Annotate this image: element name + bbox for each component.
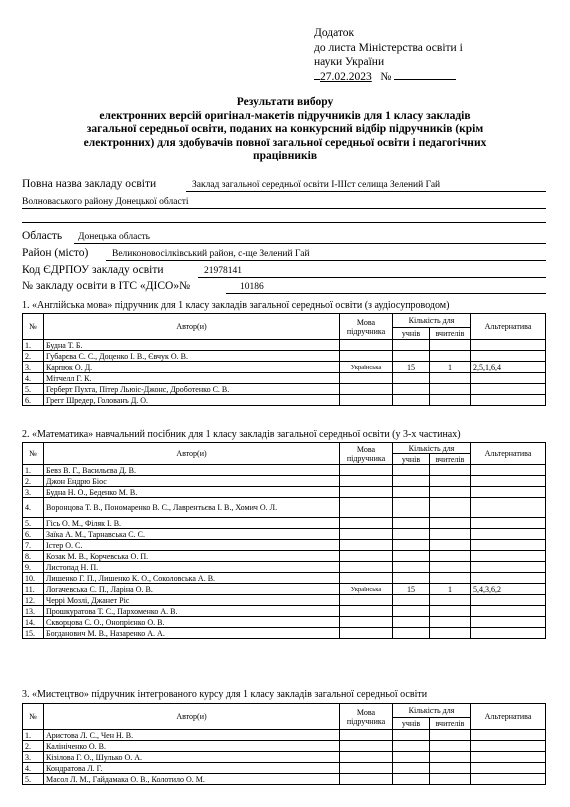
row-teachers-count: 1 [430, 362, 471, 373]
row-language [340, 476, 393, 487]
full-name-value-2: Волноваського району Донецької області [22, 197, 189, 207]
title-line-3: загальної середньої освіти, поданих на конкурсний відбір підручників (крім [86, 123, 484, 135]
row-language [340, 606, 393, 617]
table-row [23, 340, 546, 351]
row-teachers-count [430, 741, 471, 752]
row-alternative [471, 476, 546, 487]
row-author: Калініченко О. В. [44, 741, 340, 752]
row-teachers-count [430, 752, 471, 763]
row-teachers-count [430, 774, 471, 785]
row-alternative [471, 540, 546, 551]
row-teachers-count [430, 617, 471, 628]
row-language [340, 529, 393, 540]
row-alternative [471, 498, 546, 518]
field-underline [226, 293, 546, 294]
row-pupils-count [393, 518, 430, 529]
row-pupils-count [393, 763, 430, 774]
row-language [340, 774, 393, 785]
row-number: 11. [23, 584, 44, 595]
table-row [23, 465, 546, 476]
table-row [23, 617, 546, 628]
row-pupils-count [393, 340, 430, 351]
row-language [340, 351, 393, 362]
row-number: 4. [23, 373, 44, 384]
row-author: Мітчелл Г. К. [44, 373, 340, 384]
row-pupils-count [393, 476, 430, 487]
col-alt: Альтернатива [471, 314, 546, 340]
row-teachers-count [430, 763, 471, 774]
table-row [23, 628, 546, 639]
col-count: Кількість для [393, 704, 471, 718]
table-row [23, 529, 546, 540]
row-language [340, 617, 393, 628]
row-pupils-count [393, 730, 430, 741]
row-alternative [471, 741, 546, 752]
district-label: Район (місто) [22, 247, 89, 259]
row-author: Будна Н. О., Беденко М. В. [44, 487, 340, 498]
row-language: Українська [340, 362, 393, 373]
row-alternative [471, 465, 546, 476]
field-underline [74, 243, 546, 244]
row-alternative [471, 573, 546, 584]
row-language [340, 498, 393, 518]
edrpou-value: 21978141 [204, 266, 242, 276]
row-number: 12. [23, 595, 44, 606]
table-row [23, 741, 546, 752]
row-number: 4. [23, 498, 44, 518]
region-value: Донецька область [78, 232, 151, 242]
row-alternative [471, 518, 546, 529]
row-number: 7. [23, 540, 44, 551]
table-row [23, 763, 546, 774]
section-1-table [22, 313, 546, 406]
row-alternative [471, 351, 546, 362]
row-author: Гісь О. М., Філяк І. В. [44, 518, 340, 529]
row-number: 14. [23, 617, 44, 628]
table-row [23, 351, 546, 362]
section-2-table [22, 442, 546, 639]
row-language [340, 595, 393, 606]
row-language: Українська [340, 584, 393, 595]
row-alternative [471, 730, 546, 741]
row-pupils-count [393, 351, 430, 362]
row-teachers-count [430, 551, 471, 562]
row-teachers-count [430, 498, 471, 518]
row-author: Черрі Мозлі, Джанет Ріс [44, 595, 340, 606]
row-number: 5. [23, 518, 44, 529]
col-author: Автор(и) [44, 443, 340, 465]
row-language [340, 395, 393, 406]
full-name-value-1: Заклад загальної середньої освіти I-IIIст селища Зелений Гай [192, 180, 441, 190]
row-pupils-count [393, 774, 430, 785]
table-row [23, 551, 546, 562]
col-teachers: вчителів [430, 328, 471, 340]
row-author: Кізілова Г. О., Шулько О. А. [44, 752, 340, 763]
title-line-5: працівників [252, 150, 318, 162]
row-alternative [471, 606, 546, 617]
row-number: 3. [23, 362, 44, 373]
row-alternative [471, 395, 546, 406]
row-alternative [471, 617, 546, 628]
header-line-2: до листа Міністерства освіти і [314, 41, 463, 54]
row-author: Губарєва С. С., Доценко І. В., Євчук О. В. [44, 351, 340, 362]
row-number: 6. [23, 395, 44, 406]
header-line-1: Додаток [314, 27, 355, 39]
document-title [20, 96, 550, 164]
col-lang: Мова підручника [340, 314, 393, 340]
row-alternative [471, 774, 546, 785]
row-number: 15. [23, 628, 44, 639]
row-author: Козак М. В., Корчевська О. П. [44, 551, 340, 562]
row-number: 2. [23, 741, 44, 752]
row-pupils-count [393, 562, 430, 573]
table-row [23, 584, 546, 595]
row-author: Прошкуратова Т. С., Пархоменко А. В. [44, 606, 340, 617]
row-language [340, 487, 393, 498]
row-teachers-count [430, 573, 471, 584]
row-author: Логачевська С. П., Ларіна О. В. [44, 584, 340, 595]
table-row [23, 562, 546, 573]
row-pupils-count [393, 752, 430, 763]
row-teachers-count [430, 606, 471, 617]
row-alternative [471, 487, 546, 498]
its-label: № закладу освіти в ІТС «ДІСО»№ [22, 280, 191, 292]
row-language [340, 730, 393, 741]
row-teachers-count [430, 340, 471, 351]
row-teachers-count [430, 540, 471, 551]
row-author: Джон Ендрю Біос [44, 476, 340, 487]
row-pupils-count [393, 465, 430, 476]
row-teachers-count [430, 518, 471, 529]
row-pupils-count [393, 617, 430, 628]
full-name-label: Повна назва закладу освіти [22, 178, 157, 190]
title-line-4: електронних) для здобувачів повної загальної середньої освіти і педагогічних [83, 136, 487, 149]
row-number: 6. [23, 529, 44, 540]
row-pupils-count [393, 606, 430, 617]
row-author: Воронцова Т. В., Пономаренко В. С., Лаврентьєва І. В., Хомич О. Л. [44, 498, 340, 518]
table-row [23, 395, 546, 406]
row-alternative [471, 384, 546, 395]
row-author: Заїка А. М., Тарнавська С. С. [44, 529, 340, 540]
table-row [23, 362, 546, 373]
row-author: Масол Л. М., Гайдамака О. В., Колотило О. М. [44, 774, 340, 785]
row-alternative [471, 562, 546, 573]
col-count: Кількість для [393, 314, 471, 328]
row-language [340, 340, 393, 351]
row-number: 1. [23, 730, 44, 741]
row-alternative [471, 529, 546, 540]
row-teachers-count [430, 476, 471, 487]
row-pupils-count [393, 487, 430, 498]
table-row [23, 595, 546, 606]
table-row [23, 518, 546, 529]
its-value: 10186 [240, 282, 264, 292]
table-row [23, 540, 546, 551]
appendix-header [314, 26, 463, 84]
section-2-title: 2. «Математика» навчальний посібник для 1 класу закладів загальної середньої освіти (у 3-х частинах) [22, 429, 461, 440]
header-number-label: № [380, 70, 392, 83]
row-pupils-count: 15 [393, 362, 430, 373]
row-author: Бевз В. Г., Васильєва Д. В. [44, 465, 340, 476]
row-pupils-count [393, 573, 430, 584]
row-teachers-count [430, 487, 471, 498]
row-pupils-count [393, 373, 430, 384]
row-author: Скворцова С. О., Онопрієнко О. В. [44, 617, 340, 628]
col-alt: Альтернатива [471, 443, 546, 465]
row-teachers-count [430, 628, 471, 639]
row-alternative [471, 595, 546, 606]
table-row [23, 752, 546, 763]
table-row [23, 384, 546, 395]
row-number: 1. [23, 465, 44, 476]
row-number: 8. [23, 551, 44, 562]
region-label: Область [22, 230, 63, 242]
row-number: 4. [23, 763, 44, 774]
row-pupils-count [393, 540, 430, 551]
row-author: Грегг Шредер, Голованъ Д. О. [44, 395, 340, 406]
row-author: Аристова Л. С., Чен Н. В. [44, 730, 340, 741]
row-author: Герберт Пухта, Пітер Льюіс-Джонс, Дроботенко С. В. [44, 384, 340, 395]
row-author: Лишенко Г. П., Лишенко К. О., Соколовська А. В. [44, 573, 340, 584]
row-language [340, 763, 393, 774]
col-lang: Мова підручника [340, 704, 393, 730]
row-teachers-count [430, 595, 471, 606]
col-num: № [23, 314, 44, 340]
col-lang: Мова підручника [340, 443, 393, 465]
row-pupils-count: 15 [393, 584, 430, 595]
row-teachers-count [430, 384, 471, 395]
row-number: 3. [23, 752, 44, 763]
table-row [23, 730, 546, 741]
table-row [23, 606, 546, 617]
col-pupils: учнів [393, 718, 430, 730]
row-pupils-count [393, 595, 430, 606]
row-author: Карпюк О. Д. [44, 362, 340, 373]
row-alternative [471, 628, 546, 639]
row-language [340, 628, 393, 639]
col-num: № [23, 443, 44, 465]
row-number: 13. [23, 606, 44, 617]
table-row [23, 498, 546, 518]
row-pupils-count [393, 395, 430, 406]
section-3-rows [23, 730, 546, 785]
row-alternative [471, 373, 546, 384]
title-line-2: електронних версій оригінал-макетів підручників для 1 класу закладів [99, 109, 471, 122]
section-1-rows [23, 340, 546, 406]
row-pupils-count [393, 384, 430, 395]
row-teachers-count [430, 373, 471, 384]
table-row [23, 487, 546, 498]
table-row [23, 774, 546, 785]
table-row [23, 373, 546, 384]
district-value: Великоновосілківський район, с-ще Зелений Гай [112, 249, 310, 259]
row-language [340, 562, 393, 573]
header-line-3: науки України [314, 56, 385, 68]
row-teachers-count [430, 395, 471, 406]
row-pupils-count [393, 741, 430, 752]
row-teachers-count [430, 730, 471, 741]
row-alternative: 5,4,3,6,2 [471, 584, 546, 595]
row-alternative: 2,5,1,6,4 [471, 362, 546, 373]
field-underline [22, 222, 546, 223]
col-teachers: вчителів [430, 454, 471, 465]
field-underline [186, 191, 546, 192]
field-underline [106, 260, 546, 261]
row-number: 1. [23, 340, 44, 351]
section-1-title: 1. «Англійська мова» підручник для 1 класу закладів загальної середньої освіти (з аудіосупроводом) [22, 300, 450, 311]
row-number: 5. [23, 384, 44, 395]
table-row [23, 476, 546, 487]
edrpou-label: Код ЄДРПОУ закладу освіти [22, 264, 164, 276]
header-date-line [314, 70, 463, 85]
row-alternative [471, 340, 546, 351]
row-alternative [471, 763, 546, 774]
row-author: Листопад Н. П. [44, 562, 340, 573]
row-number: 10. [23, 573, 44, 584]
row-language [340, 540, 393, 551]
row-pupils-count [393, 628, 430, 639]
col-pupils: учнів [393, 454, 430, 465]
row-teachers-count [430, 562, 471, 573]
row-pupils-count [393, 551, 430, 562]
col-author: Автор(и) [44, 314, 340, 340]
row-language [340, 741, 393, 752]
row-language [340, 384, 393, 395]
row-number: 2. [23, 476, 44, 487]
row-author: Істер О. С. [44, 540, 340, 551]
row-language [340, 465, 393, 476]
row-language [340, 373, 393, 384]
field-underline [22, 208, 546, 209]
row-pupils-count [393, 529, 430, 540]
row-language [340, 573, 393, 584]
title-line-1: Результати вибору [236, 96, 334, 108]
section-2-rows [23, 465, 546, 639]
row-pupils-count [393, 498, 430, 518]
row-author: Будна Т. Б. [44, 340, 340, 351]
row-teachers-count [430, 465, 471, 476]
row-number: 9. [23, 562, 44, 573]
header-date: 27.02.2023 [320, 70, 372, 83]
row-language [340, 752, 393, 763]
row-teachers-count [430, 351, 471, 362]
col-teachers: вчителів [430, 718, 471, 730]
row-alternative [471, 551, 546, 562]
col-pupils: учнів [393, 328, 430, 340]
row-number: 5. [23, 774, 44, 785]
row-alternative [471, 752, 546, 763]
row-author: Богданович М. В., Назаренко А. А. [44, 628, 340, 639]
row-language [340, 551, 393, 562]
col-alt: Альтернатива [471, 704, 546, 730]
col-author: Автор(и) [44, 704, 340, 730]
row-teachers-count: 1 [430, 584, 471, 595]
row-language [340, 518, 393, 529]
row-teachers-count [430, 529, 471, 540]
row-author: Кондратова Л. Г. [44, 763, 340, 774]
field-underline [198, 277, 546, 278]
row-number: 2. [23, 351, 44, 362]
col-num: № [23, 704, 44, 730]
section-3-table [22, 703, 546, 785]
table-row [23, 573, 546, 584]
section-3-title: 3. «Мистецтво» підручник інтегрованого курсу для 1 класу закладів загальної середньої освіти [22, 689, 428, 700]
row-number: 3. [23, 487, 44, 498]
col-count: Кількість для [393, 443, 471, 454]
